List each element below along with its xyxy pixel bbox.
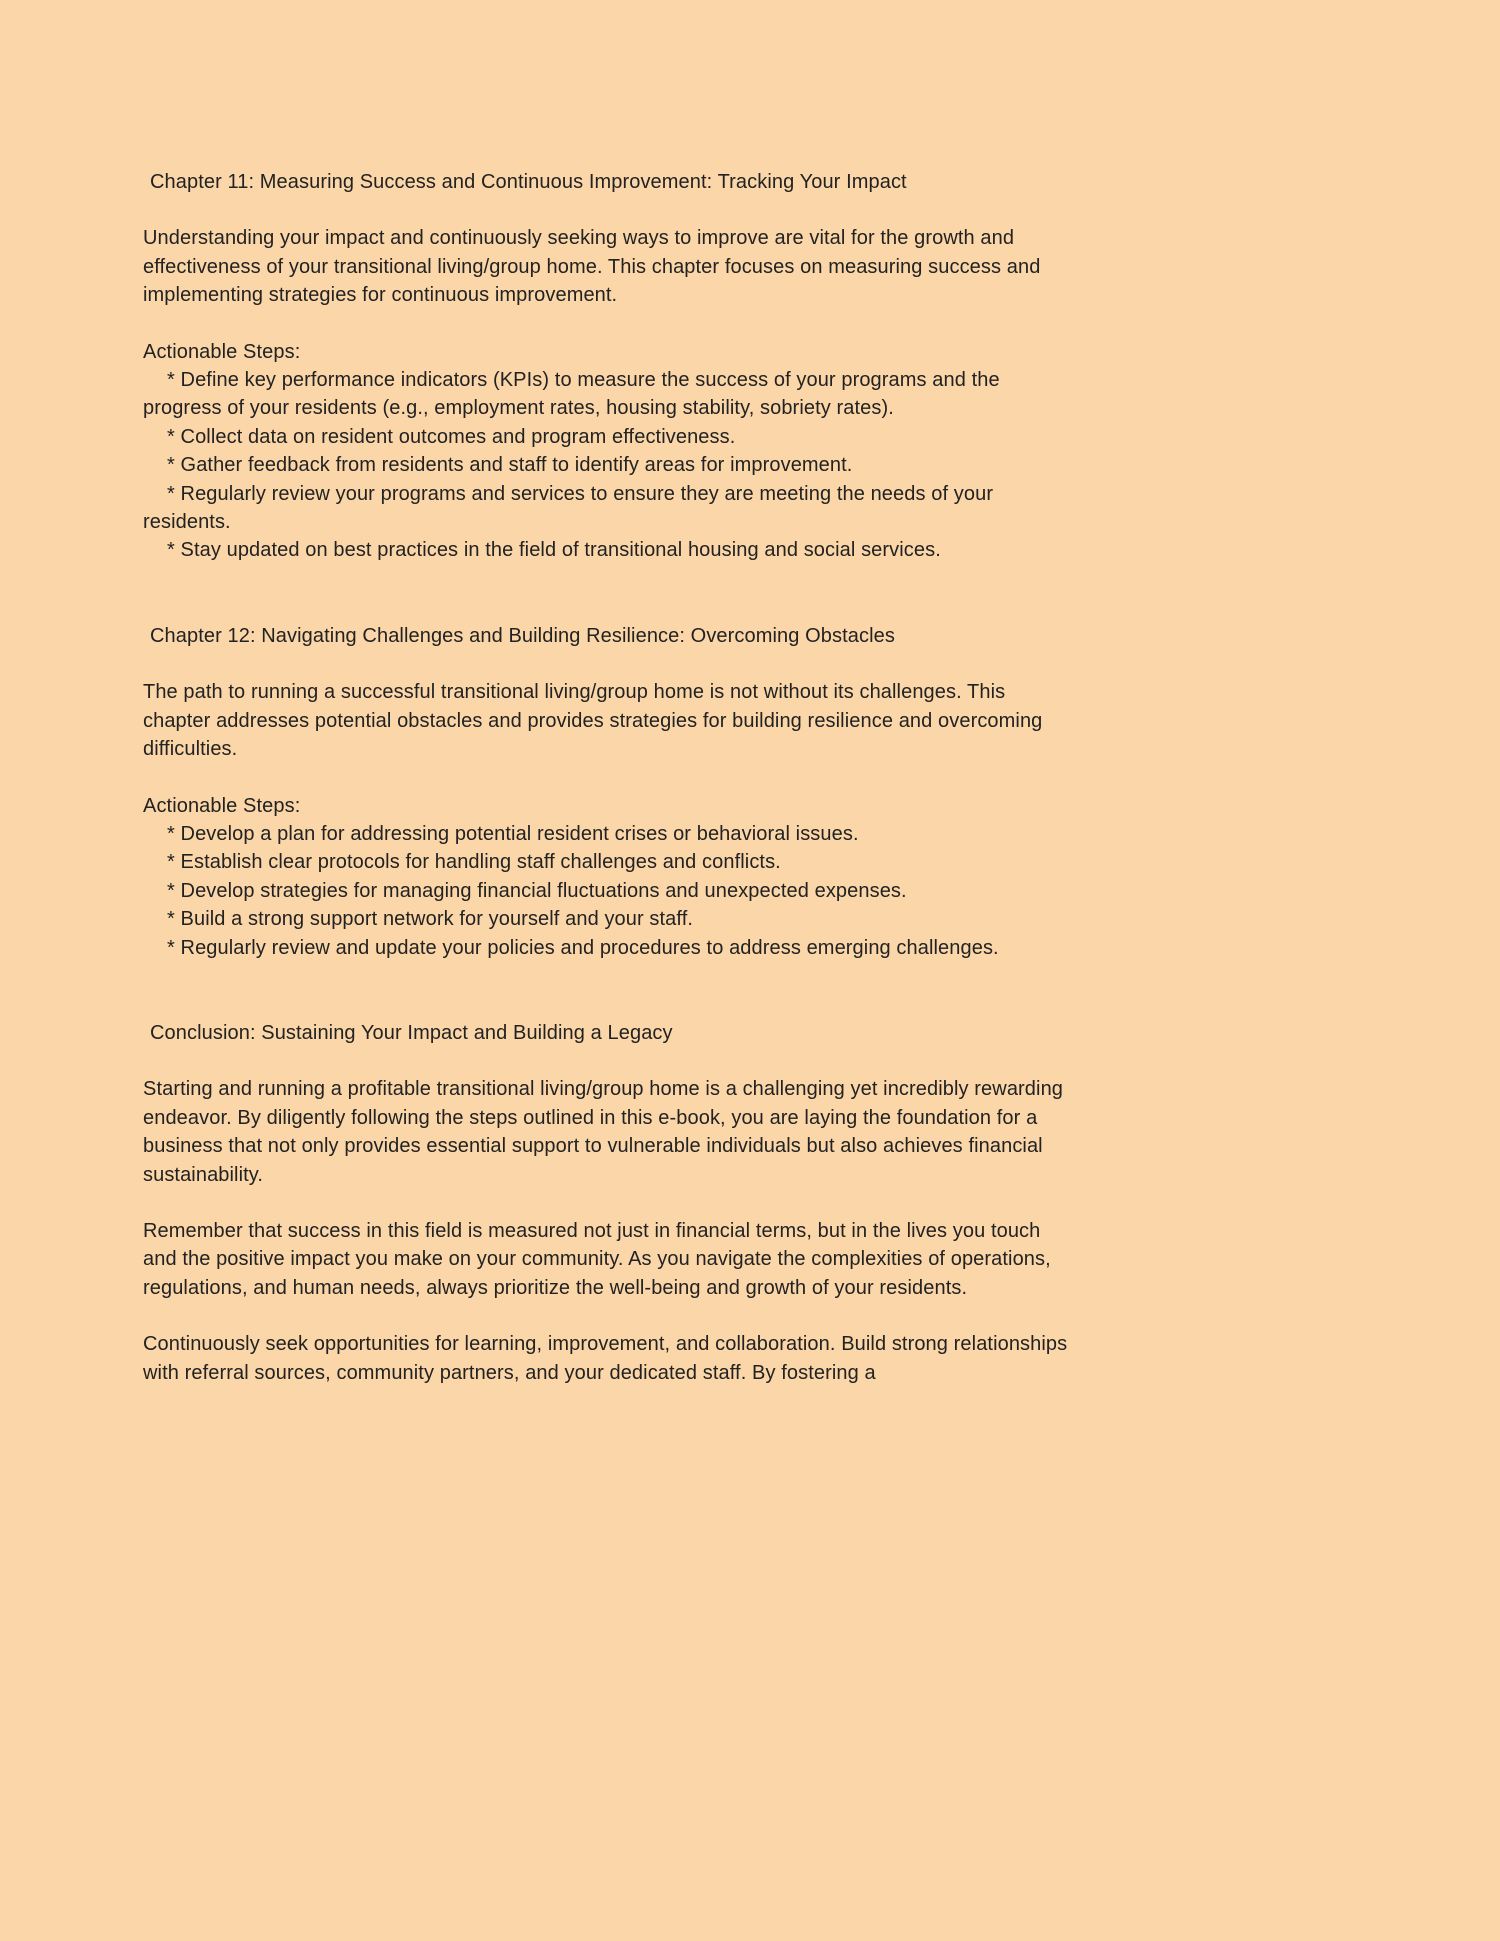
bullet-item: * Collect data on resident outcomes and program effectiveness. bbox=[167, 425, 736, 448]
paragraph: Actionable Steps: bbox=[143, 340, 301, 363]
bullet-item: * Establish clear protocols for handling staff challenges and conflicts. bbox=[167, 851, 781, 874]
bullet-item: * Gather feedback from residents and staff to identify areas for improvement. bbox=[167, 454, 853, 477]
bullet-item: * Stay updated on best practices in the field of transitional housing and social services. bbox=[167, 539, 941, 562]
bullet-item: * Regularly review your programs and services to ensure they are meeting the needs of your residents. bbox=[143, 482, 994, 534]
paragraph: Actionable Steps: bbox=[143, 794, 301, 817]
section-heading: Conclusion: Sustaining Your Impact and Building a Legacy bbox=[150, 1021, 673, 1044]
bullet-item: * Develop a plan for addressing potential resident crises or behavioral issues. bbox=[167, 822, 859, 845]
paragraph: Starting and running a profitable transitional living/group home is a challenging yet incredibly rewarding endeavor. By diligently following the steps outlined in this e-book, you are laying the foundation for a business that not only provides essential support to vulnerable individuals but also achieves financial sustainability. bbox=[143, 1078, 1064, 1186]
section-heading: Chapter 11: Measuring Success and Continuous Improvement: Tracking Your Impact bbox=[150, 171, 907, 193]
section-heading: Chapter 12: Navigating Challenges and Building Resilience: Overcoming Obstacles bbox=[150, 624, 895, 647]
document-content bbox=[143, 168, 1073, 1387]
bullet-item: * Develop strategies for managing financial fluctuations and unexpected expenses. bbox=[167, 879, 907, 902]
bullet-item: * Build a strong support network for yourself and your staff. bbox=[167, 908, 694, 931]
paragraph: The path to running a successful transitional living/group home is not without its challenges. This chapter addresses potential obstacles and provides strategies for building resilience and overcoming difficulties. bbox=[143, 681, 1043, 761]
bullet-item: * Regularly review and update your policies and procedures to address emerging challenges. bbox=[167, 936, 999, 959]
bullet-item: * Define key performance indicators (KPIs) to measure the success of your programs and the progress of your residents (e.g., employment rates, housing stability, sobriety rates). bbox=[143, 369, 1000, 420]
paragraph: Remember that success in this field is measured not just in financial terms, but in the lives you touch and the positive impact you make on your community. As you navigate the complexities of operations, regulations, and human needs, always prioritize the well-being and growth of your residents. bbox=[143, 1219, 1051, 1299]
paragraph: Continuously seek opportunities for learning, improvement, and collaboration. Build strong relationships with referral sources, community partners, and your dedicated staff. By fostering a bbox=[143, 1333, 1068, 1384]
paragraph: Understanding your impact and continuously seeking ways to improve are vital for the growth and effectiveness of your transitional living/group home. This chapter focuses on measuring success and implementing strategies for continuous improvement. bbox=[143, 227, 1041, 307]
